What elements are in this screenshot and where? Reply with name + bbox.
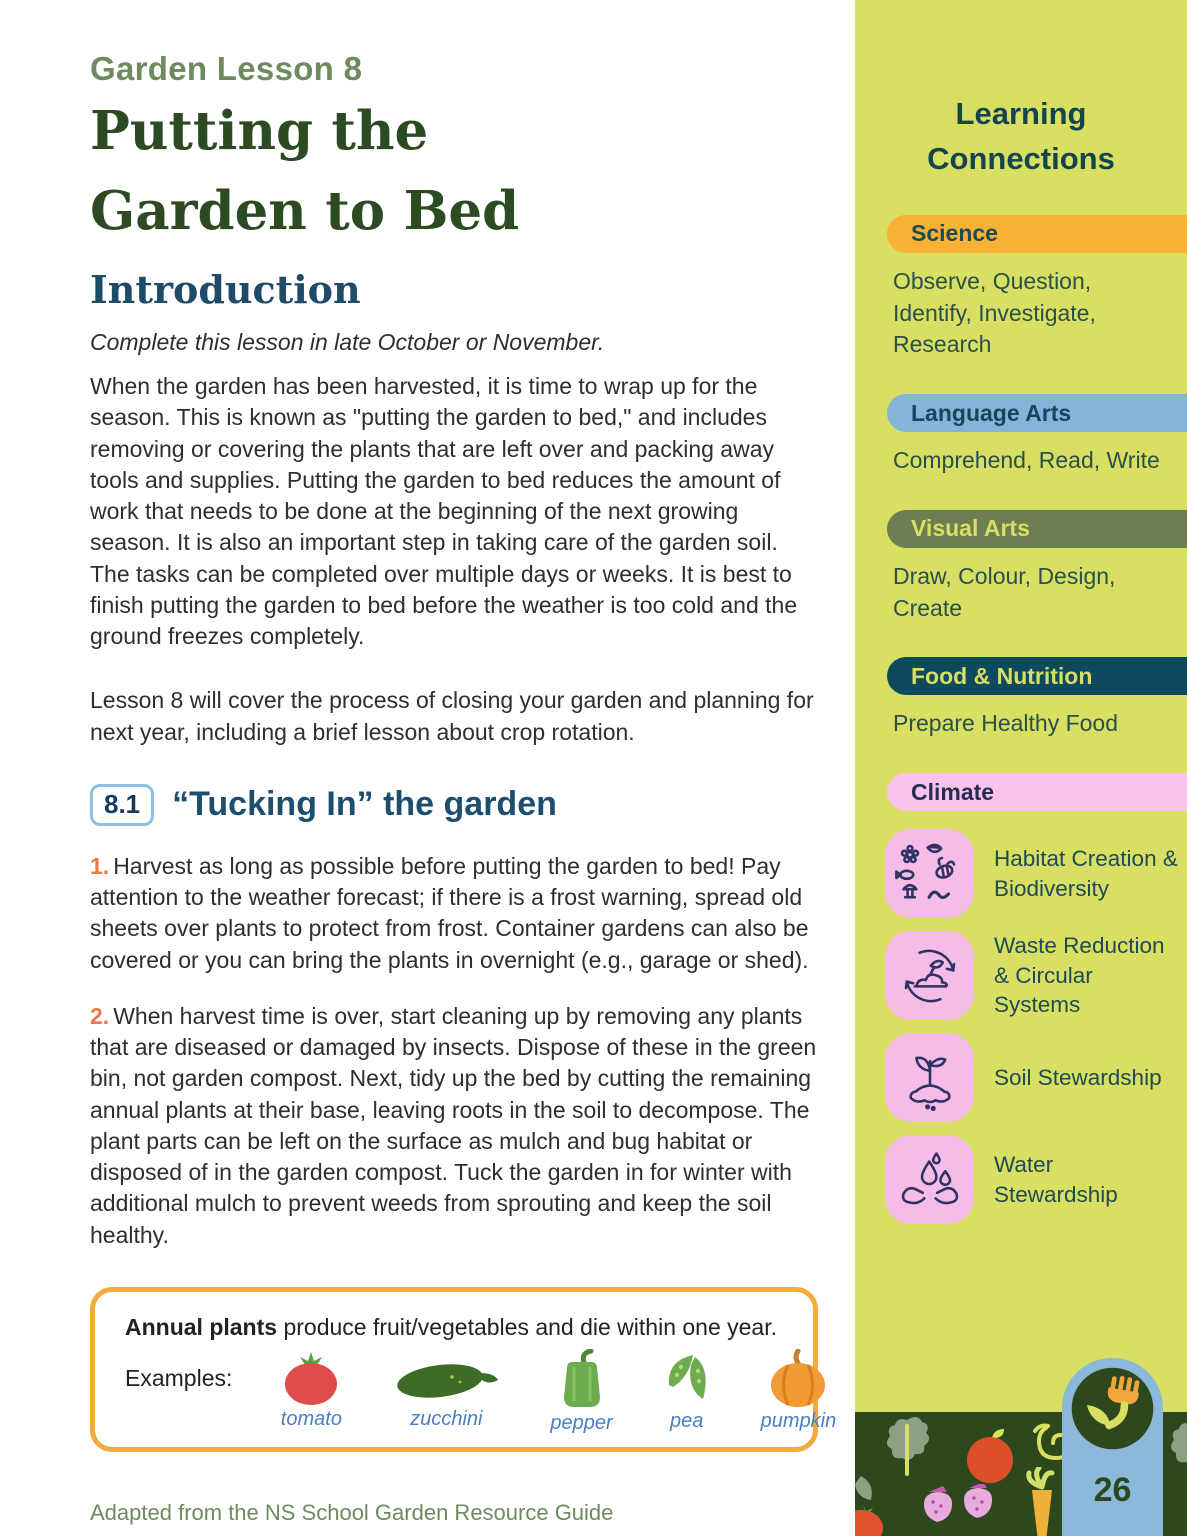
climate-section <box>855 773 1187 811</box>
section-number-badge: 8.1 <box>90 784 154 826</box>
veg-label: pea <box>669 1409 704 1432</box>
food-nutrition-banner-label: Food & Nutrition <box>911 662 1093 689</box>
lesson-kicker: Garden Lesson 8 <box>90 50 363 87</box>
science-skills: Observe, Question, Identify, Investigate, Research <box>893 267 1096 358</box>
examples-label: Examples: <box>125 1364 233 1391</box>
climate-banner-label: Climate <box>911 778 995 805</box>
annual-plants-callout <box>90 1287 837 1452</box>
water-stewardship-icon <box>885 1135 974 1224</box>
main-column <box>90 50 837 1452</box>
step-2-text: When harvest time is over, start cleaning up by removing any plants that are diseased or damaged by insects. Dispose of these in the green bin, not garden compost. Next, tidy up the bed by cutting the remaining annual plants at their base, leaving roots in the soil to decompose. The plant parts can be left on the surface as mulch and bug habitat or disposed of in the garden compost. Tuck the garden in for winter with additional mulch to prevent weeds from sprouting and keep the soil healthy. <box>90 1002 817 1248</box>
section-8-1-heading <box>90 784 818 826</box>
callout-term: Annual plants <box>125 1313 278 1340</box>
fork-plant-logo <box>1070 1366 1155 1451</box>
step-2-number: 2. <box>90 1002 110 1029</box>
step-1-number: 1. <box>90 852 110 879</box>
language-arts-banner <box>887 394 1187 432</box>
climate-item-label: Water Stewardship <box>994 1151 1118 1207</box>
pumpkin-icon <box>765 1349 831 1409</box>
intro-paragraph-1: When the garden has been harvested, it is time to wrap up for the season. This is known as "putting the garden to bed," and includes removing or covering the plants that are left over and packing away tools and supplies. Putting the garden to bed reduces the amount of work that needs to be done at the beginning of the next growing season. It is also an important step in taking care of the garden soil. The tasks can be completed over multiple days or weeks. It is best to finish putting the garden to bed before the weather is too cold and the ground freezes completely. <box>90 373 798 650</box>
habitat-biodiversity-icon <box>885 829 974 918</box>
page-number-tab <box>1062 1358 1163 1536</box>
intro-paragraph-2: Lesson 8 will cover the process of closing your garden and planning for next year, including a brief lesson about crop rotation. <box>90 687 814 745</box>
climate-item <box>885 829 1181 918</box>
climate-banner <box>887 773 1187 811</box>
callout-definition <box>125 1314 785 1341</box>
tomato-small-icon <box>855 1500 889 1536</box>
apple-icon <box>960 1422 1020 1484</box>
examples-row <box>125 1349 837 1435</box>
veg-item <box>661 1349 713 1433</box>
timing-note: Complete this lesson in late October or November. <box>90 329 605 355</box>
science-banner <box>887 215 1187 253</box>
visual-arts-banner-label: Visual Arts <box>911 515 1030 542</box>
climate-item <box>885 1033 1181 1122</box>
visual-arts-skills: Draw, Colour, Design, Create <box>893 562 1116 621</box>
visual-arts-section <box>855 510 1187 624</box>
climate-item <box>885 1135 1181 1224</box>
soil-stewardship-icon <box>885 1033 974 1122</box>
climate-list <box>855 829 1187 1224</box>
science-banner-label: Science <box>911 220 998 247</box>
tomato-icon <box>280 1349 342 1407</box>
step-1-text: Harvest as long as possible before putting the garden to bed! Pay attention to the weather forecast; if there is a frost warning, spread old sheets over plants to protect from frost. Container gardens can also be covered or you can bring the plants in overnight (e.g., garage or shed). <box>90 852 809 973</box>
veg-label: tomato <box>280 1407 342 1430</box>
strawberries-icon <box>917 1484 1003 1536</box>
veg-label: pepper <box>550 1411 613 1434</box>
veg-item <box>280 1349 342 1431</box>
step-2 <box>90 1001 818 1251</box>
section-title: “Tucking In” the garden <box>172 785 557 824</box>
source-attribution: Adapted from the NS School Garden Resource Guide <box>90 1500 614 1525</box>
callout-definition-rest: produce fruit/vegetables and die within one year. <box>277 1313 777 1340</box>
kale-icon <box>877 1412 937 1478</box>
page-title <box>90 92 818 251</box>
food-nutrition-section <box>855 657 1187 740</box>
pepper-icon <box>554 1349 610 1411</box>
waste-reduction-icon <box>885 931 974 1020</box>
science-section <box>855 215 1187 361</box>
climate-item-label: Soil Stewardship <box>994 1064 1162 1090</box>
introduction-heading: Introduction <box>90 267 361 312</box>
veg-label: zucchini <box>410 1407 483 1430</box>
carrot-icon <box>1018 1467 1066 1536</box>
veg-item <box>761 1349 837 1433</box>
climate-item <box>885 931 1181 1020</box>
climate-item-label: Waste Reduction & Circular Systems <box>994 933 1165 1018</box>
step-1 <box>90 851 818 976</box>
sidebar-title: Learning Connections <box>927 96 1115 176</box>
pea-icon <box>661 1349 713 1409</box>
learning-connections-sidebar <box>855 0 1187 1536</box>
visual-arts-banner <box>887 510 1187 548</box>
food-nutrition-skills: Prepare Healthy Food <box>893 710 1119 737</box>
veg-label: pumpkin <box>760 1409 837 1432</box>
kale-icon <box>1161 1416 1187 1482</box>
title-line-1: Putting the <box>90 100 429 162</box>
climate-item-label: Habitat Creation & Biodiversity <box>994 845 1178 901</box>
zucchini-icon <box>390 1349 502 1407</box>
language-arts-section <box>855 394 1187 477</box>
veg-item <box>390 1349 502 1431</box>
language-arts-banner-label: Language Arts <box>911 399 1072 426</box>
veg-item <box>550 1349 612 1435</box>
food-nutrition-banner <box>887 657 1187 695</box>
language-arts-skills: Comprehend, Read, Write <box>893 447 1160 474</box>
page-number: 26 <box>1093 1471 1132 1509</box>
title-line-2: Garden to Bed <box>90 179 520 242</box>
